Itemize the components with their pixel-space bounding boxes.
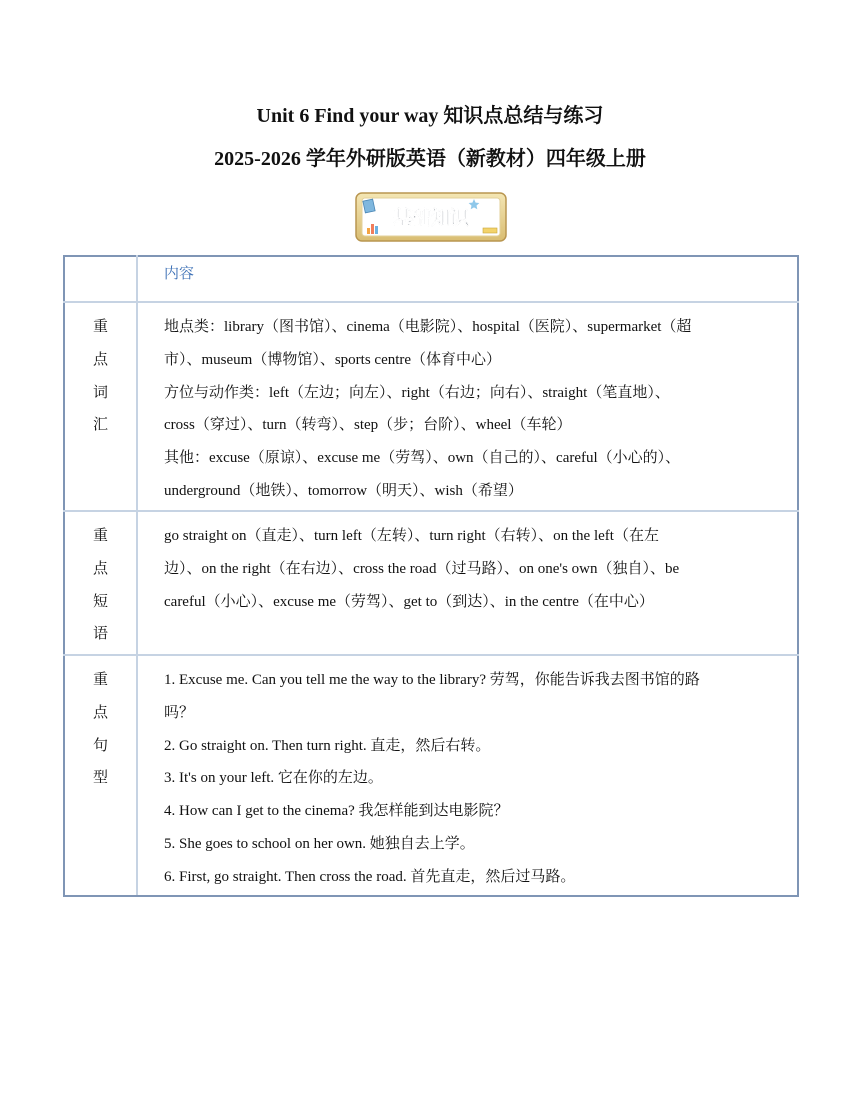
content-line: 地点类：library（图书馆）、cinema（电影院）、hospital（医院）、supermarket（超 xyxy=(164,319,692,335)
row-content-cell xyxy=(137,511,798,655)
row-label-char: 重 xyxy=(92,672,108,688)
row-label-cell xyxy=(64,511,137,655)
table-header-content-label: 内容 xyxy=(164,266,195,282)
row-label-char: 句 xyxy=(92,737,108,754)
content-line: go straight on（直走）、turn left（左转）、turn right（右转）、on the left（在左 xyxy=(164,528,659,544)
row-label-char: 重 xyxy=(92,528,108,544)
row-content-cell xyxy=(137,655,798,896)
table-row xyxy=(64,302,798,511)
row-label-char: 汇 xyxy=(92,417,108,434)
content-line: underground（地铁）、tomorrow（明天）、wish（希望） xyxy=(164,482,523,499)
row-label-char: 型 xyxy=(92,770,108,787)
badge-label: 基础知识 xyxy=(392,207,470,229)
content-line: 其他：excuse（原谅）、excuse me（劳驾）、own（自己的）、careful（小心的）、 xyxy=(164,450,681,467)
content-line: 3. It's on your left. 它在你的左边。 xyxy=(164,770,383,787)
row-label-char: 点 xyxy=(92,560,108,577)
page-subtitle: 2025-2026 学年外研版英语（新教材）四年级上册 xyxy=(214,148,646,170)
page-title: Unit 6 Find your way 知识点总结与练习 xyxy=(256,105,604,127)
row-label-char: 词 xyxy=(92,384,108,401)
table-row xyxy=(64,655,798,896)
row-label-char: 语 xyxy=(92,626,108,643)
row-label-char: 重 xyxy=(92,319,108,335)
table-header-cell xyxy=(137,256,798,302)
content-line: 5. She goes to school on her own. 她独自去上学。 xyxy=(164,835,475,852)
table-header-row xyxy=(64,256,798,302)
content-line: careful（小心）、excuse me（劳驾）、get to（到达）、in the centre（在中心） xyxy=(164,593,654,610)
row-label-char: 点 xyxy=(92,704,108,721)
row-label-char: 短 xyxy=(92,593,108,610)
row-label-char: 点 xyxy=(92,351,108,368)
content-line: 方位与动作类：left（左边；向左）、right（右边；向右）、straight（笔直地）、 xyxy=(164,384,670,401)
content-line: 吗？ xyxy=(164,704,195,721)
content-line: 6. First, go straight. Then cross the road. 首先直走，然后过马路。 xyxy=(164,868,576,885)
ruler-icon xyxy=(483,228,497,233)
knowledge-table xyxy=(63,255,799,897)
content-line: 2. Go straight on. Then turn right. 直走，然后右转。 xyxy=(164,737,491,754)
table-header-empty-cell xyxy=(64,256,137,302)
section-badge xyxy=(355,192,507,242)
content-line: 边）、on the right（在右边）、cross the road（过马路）、on one's own（独自）、be xyxy=(164,560,680,577)
table-row xyxy=(64,511,798,655)
content-line: 市）、museum（博物馆）、sports centre（体育中心） xyxy=(164,351,502,368)
book-icon xyxy=(363,199,375,213)
content-line: cross（穿过）、turn（转弯）、step（步；台阶）、wheel（车轮） xyxy=(164,417,572,434)
row-label-cell xyxy=(64,655,137,896)
row-content-cell xyxy=(137,302,798,511)
row-label-cell xyxy=(64,302,137,511)
content-line: 1. Excuse me. Can you tell me the way to the library? 劳驾，你能告诉我去图书馆的路 xyxy=(164,672,700,688)
content-line: 4. How can I get to the cinema? 我怎样能到达电影院？ xyxy=(164,803,509,820)
